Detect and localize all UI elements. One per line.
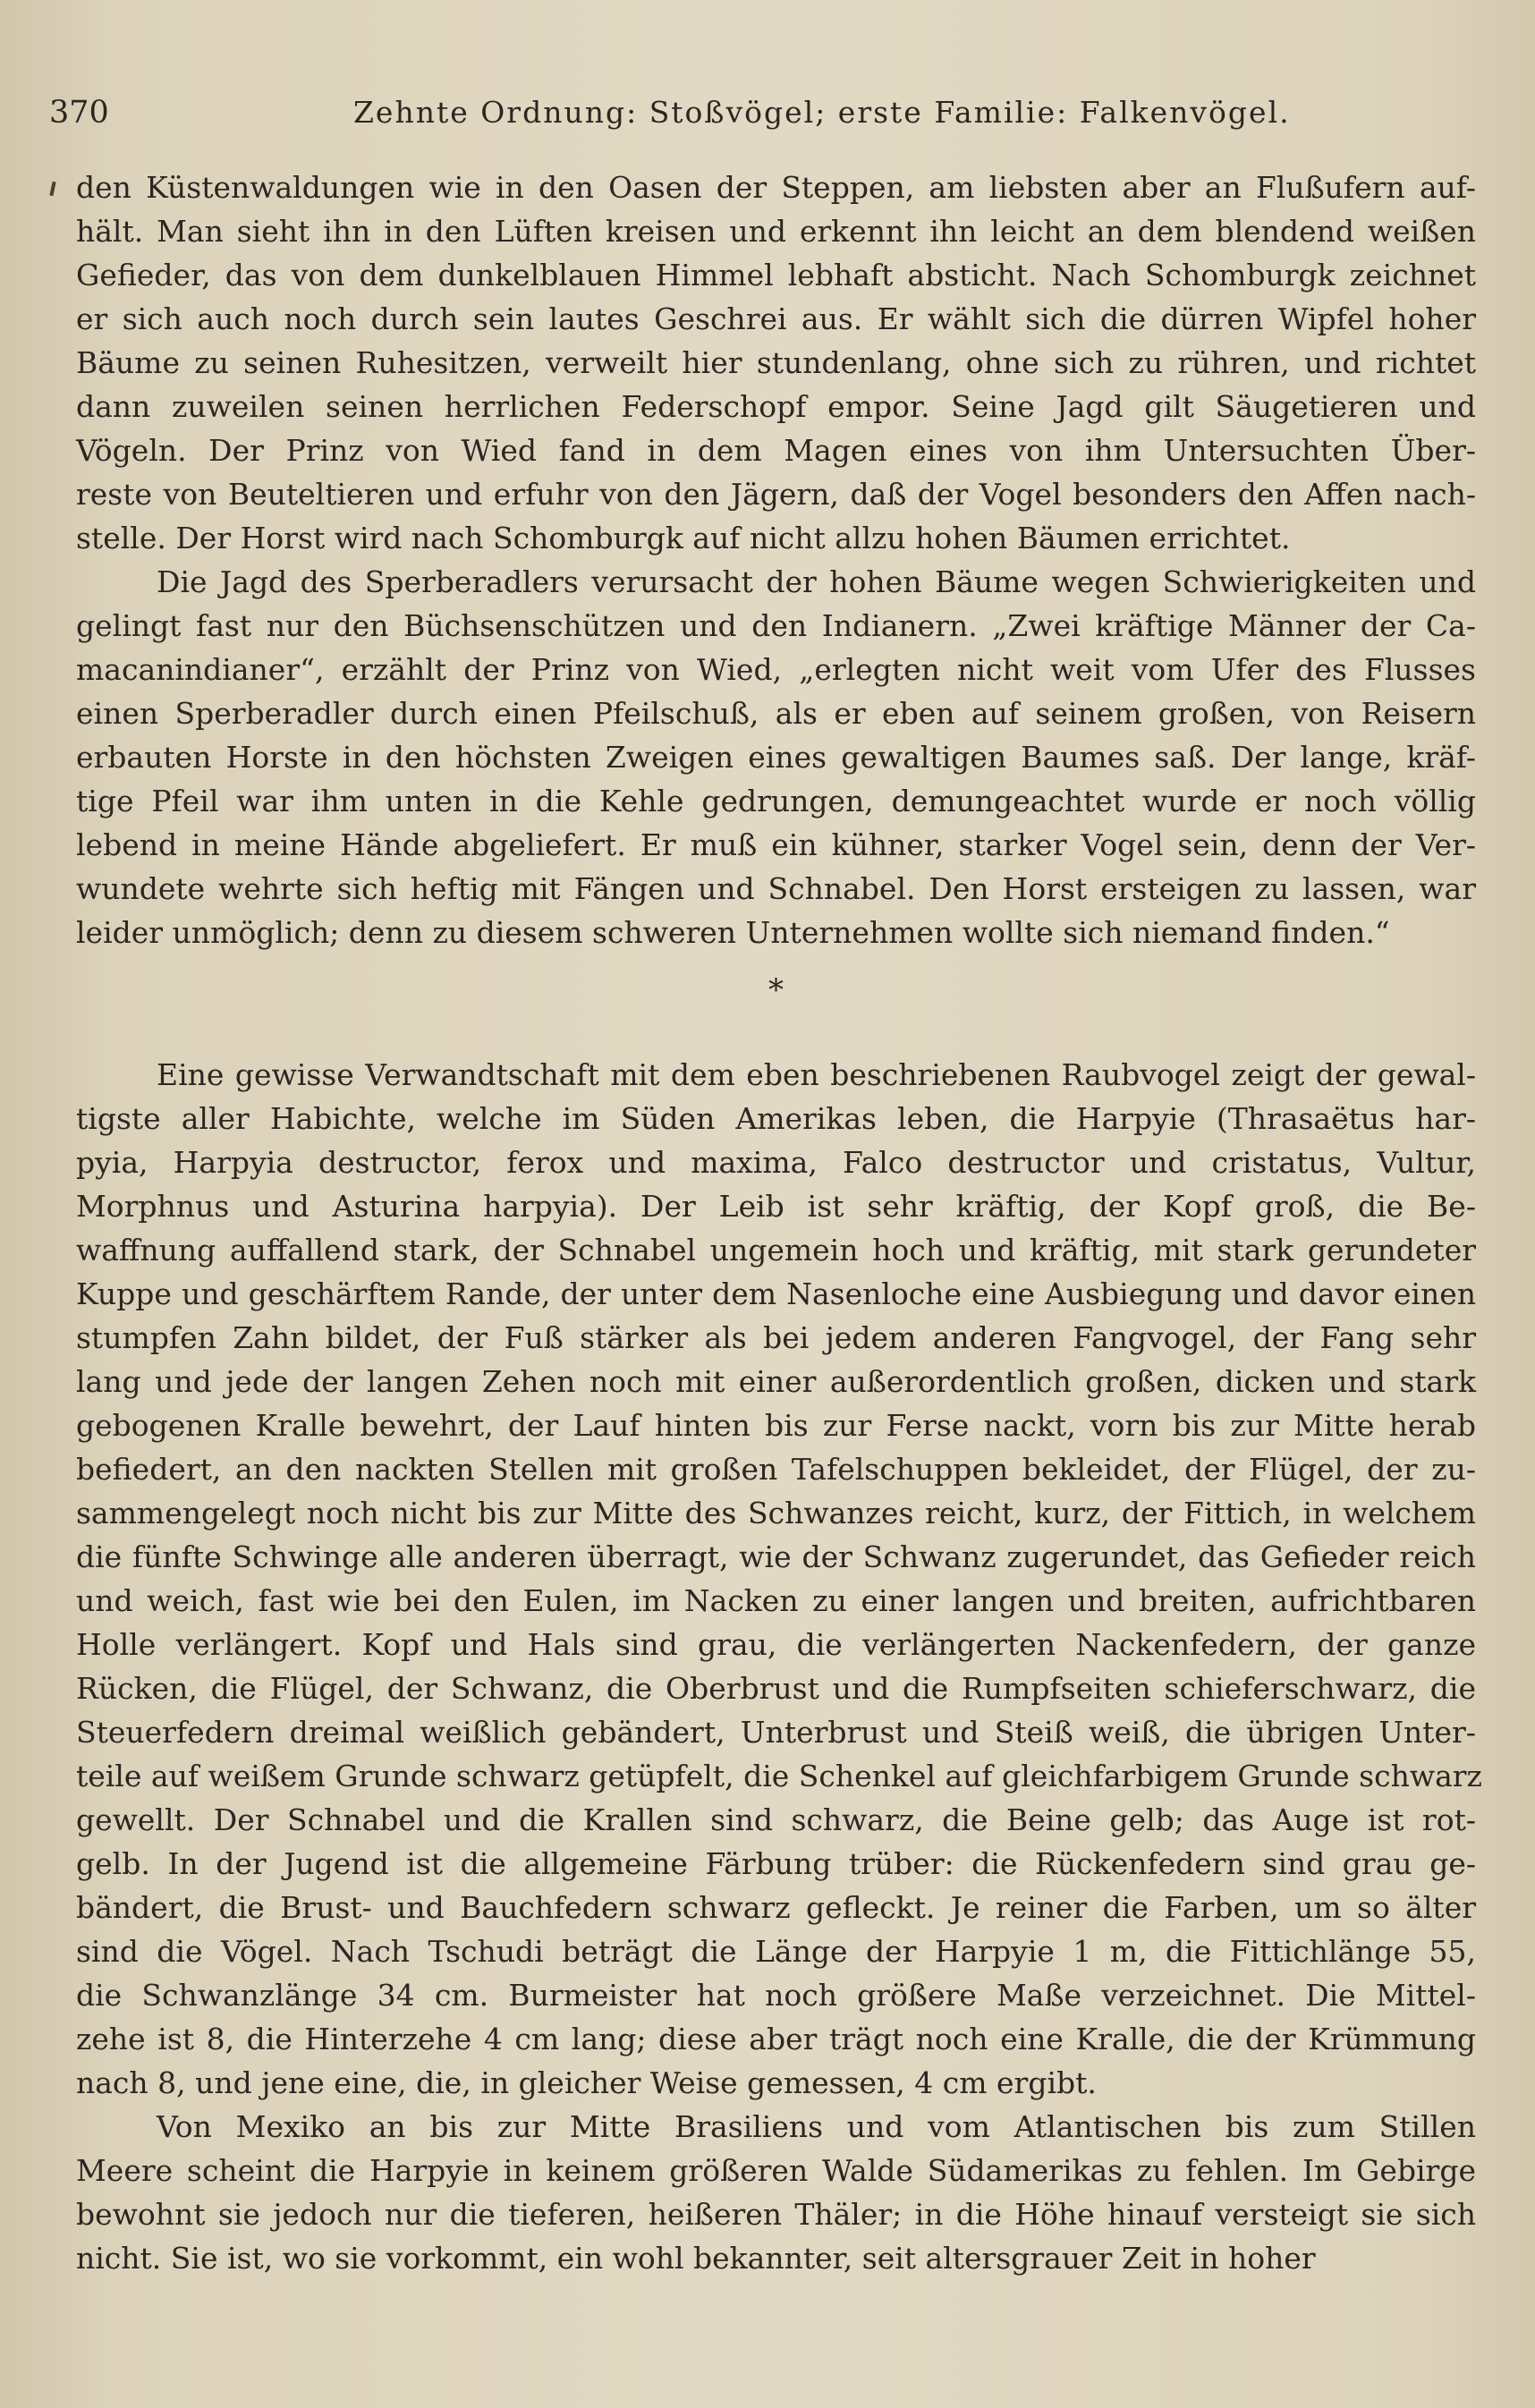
margin-mark [49, 182, 55, 196]
text-line: Von Mexiko an bis zur Mitte Brasiliens und vom Atlantischen bis zum Stillen [157, 2109, 1476, 2144]
text-line: gewellt. Der Schnabel und die Krallen sind schwarz, die Beine gelb; das Auge ist rot- [76, 1802, 1476, 1837]
paragraph [76, 2105, 1476, 2280]
text-line: die fünfte Schwinge alle anderen überragt, wie der Schwanz zugerundet, das Gefieder reich [76, 1539, 1476, 1574]
text-line: Kuppe und geschärftem Rande, der unter dem Nasenloche eine Ausbiegung und davor einen [76, 1276, 1476, 1311]
page-number: 370 [49, 95, 109, 131]
page-header [49, 89, 1498, 136]
text-line: nach 8, und jene eine, die, in gleicher Weise gemessen, 4 cm ergibt. [76, 2065, 1097, 2100]
text-line: er sich auch noch durch sein lautes Geschrei aus. Er wählt sich die dürren Wipfel hoher [76, 301, 1476, 336]
text-line: stelle. Der Horst wird nach Schomburgk auf nicht allzu hohen Bäumen errichtet. [76, 521, 1291, 555]
text-line: wundete wehrte sich heftig mit Fängen und Schnabel. Den Horst ersteigen zu lassen, war [76, 871, 1476, 906]
text-line: waffnung auffallend stark, der Schnabel ungemein hoch und kräftig, mit stark gerundeter [76, 1233, 1476, 1268]
text-line: hält. Man sieht ihn in den Lüften kreisen und erkennt ihn leicht an dem blendend weißen [76, 214, 1476, 249]
text-line: gebogenen Kralle bewehrt, der Lauf hinten bis zur Ferse nackt, vorn bis zur Mitte herab [76, 1408, 1476, 1443]
text-line: den Küstenwaldungen wie in den Oasen der Steppen, am liebsten aber an Flußufern auf- [76, 170, 1476, 205]
text-line: leider unmöglich; denn zu diesem schweren Unternehmen wollte sich niemand finden.“ [76, 915, 1390, 950]
text-line: einen Sperberadler durch einen Pfeilschuß, als er eben auf seinem großen, von Reisern [76, 696, 1476, 731]
paragraph [76, 1053, 1482, 2105]
text-line: lebend in meine Hände abgeliefert. Er muß ein kühner, starker Vogel sein, denn der Ver- [76, 827, 1476, 862]
text-line: bändert, die Brust- und Bauchfedern schwarz gefleckt. Je reiner die Farben, um so älter [76, 1890, 1476, 1925]
paragraph [76, 165, 1476, 560]
text-line: gelingt fast nur den Büchsenschützen und den Indianern. „Zwei kräftige Männer der Ca- [76, 608, 1476, 643]
text-line: Bäume zu seinen Ruhesitzen, verweilt hier stundenlang, ohne sich zu rühren, und richtet [76, 345, 1476, 380]
text-line: zehe ist 8, die Hinterzehe 4 cm lang; diese aber trägt noch eine Kralle, die der Krümmung [76, 2022, 1476, 2056]
text-line: nicht. Sie ist, wo sie vorkommt, ein wohl bekannter, seit altersgrauer Zeit in hoher [76, 2241, 1316, 2276]
text-line: befiedert, an den nackten Stellen mit großen Tafelschuppen bekleidet, der Flügel, der zu- [76, 1452, 1476, 1487]
text-line: sammengelegt noch nicht bis zur Mitte des Schwanzes reicht, kurz, der Fittich, in welchem [76, 1496, 1476, 1530]
paragraph [76, 560, 1476, 954]
text-line: Gefieder, das von dem dunkelblauen Himmel lebhaft absticht. Nach Schomburgk zeichnet [76, 258, 1476, 293]
text-line: und weich, fast wie bei den Eulen, im Nacken zu einer langen und breiten, aufrichtbaren [76, 1583, 1476, 1618]
text-line: gelb. In der Jugend ist die allgemeine Färbung trüber: die Rückenfedern sind grau ge- [76, 1846, 1476, 1881]
text-line: tigste aller Habichte, welche im Süden Amerikas leben, die Harpyie (Thrasaëtus har- [76, 1101, 1476, 1136]
text-line: Eine gewisse Verwandtschaft mit dem eben beschriebenen Raubvogel zeigt der gewal- [157, 1057, 1476, 1092]
text-line: Meere scheint die Harpyie in keinem größeren Walde Südamerikas zu fehlen. Im Gebirge [76, 2153, 1476, 2188]
text-line: die Schwanzlänge 34 cm. Burmeister hat noch größere Maße verzeichnet. Die Mittel- [76, 1978, 1476, 2013]
text-line: Holle verlängert. Kopf und Hals sind grau, die verlängerten Nackenfedern, der ganze [76, 1627, 1476, 1662]
text-line: Die Jagd des Sperberadlers verursacht der hohen Bäume wegen Schwierigkeiten und [157, 564, 1476, 599]
section-separator: * [768, 972, 784, 1008]
text-line: macanindianer“, erzählt der Prinz von Wied, „erlegten nicht weit vom Ufer des Flusses [76, 652, 1476, 687]
text-line: teile auf weißem Grunde schwarz getüpfelt, die Schenkel auf gleichfarbigem Grunde schwarz [76, 1759, 1482, 1793]
text-line: Steuerfedern dreimal weißlich gebändert, Unterbrust und Steiß weiß, die übrigen Unter- [76, 1715, 1476, 1750]
text-line: reste von Beuteltieren und erfuhr von den Jägern, daß der Vogel besonders den Affen nach- [76, 477, 1476, 512]
text-line: Rücken, die Flügel, der Schwanz, die Oberbrust und die Rumpfseiten schieferschwarz, die [76, 1671, 1476, 1706]
text-line: bewohnt sie jedoch nur die tieferen, heißeren Thäler; in die Höhe hinauf versteigt sie sich [76, 2197, 1476, 2232]
text-line: tige Pfeil war ihm unten in die Kehle gedrungen, demungeachtet wurde er noch völlig [76, 784, 1476, 818]
text-line: pyia, Harpyia destructor, ferox und maxima, Falco destructor und cristatus, Vultur, [76, 1145, 1476, 1180]
text-line: stumpfen Zahn bildet, der Fuß stärker als bei jedem anderen Fangvogel, der Fang sehr [76, 1320, 1476, 1355]
text-line: Vögeln. Der Prinz von Wied fand in dem Magen eines von ihm Untersuchten Über- [76, 433, 1476, 468]
text-line: sind die Vögel. Nach Tschudi beträgt die Länge der Harpyie 1 m, die Fittichlänge 55, [76, 1934, 1476, 1969]
text-line: erbauten Horste in den höchsten Zweigen eines gewaltigen Baumes saß. Der lange, kräf- [76, 740, 1476, 775]
text-line: lang und jede der langen Zehen noch mit einer außerordentlich großen, dicken und stark [76, 1364, 1476, 1399]
body-text [76, 165, 1482, 2280]
text-line: dann zuweilen seinen herrlichen Federschopf empor. Seine Jagd gilt Säugetieren und [76, 389, 1476, 424]
text-line: Morphnus und Asturina harpyia). Der Leib ist sehr kräftig, der Kopf groß, die Be- [76, 1189, 1476, 1224]
running-head: Zehnte Ordnung: Stoßvögel; erste Familie: Falkenvögel. [353, 95, 1291, 130]
